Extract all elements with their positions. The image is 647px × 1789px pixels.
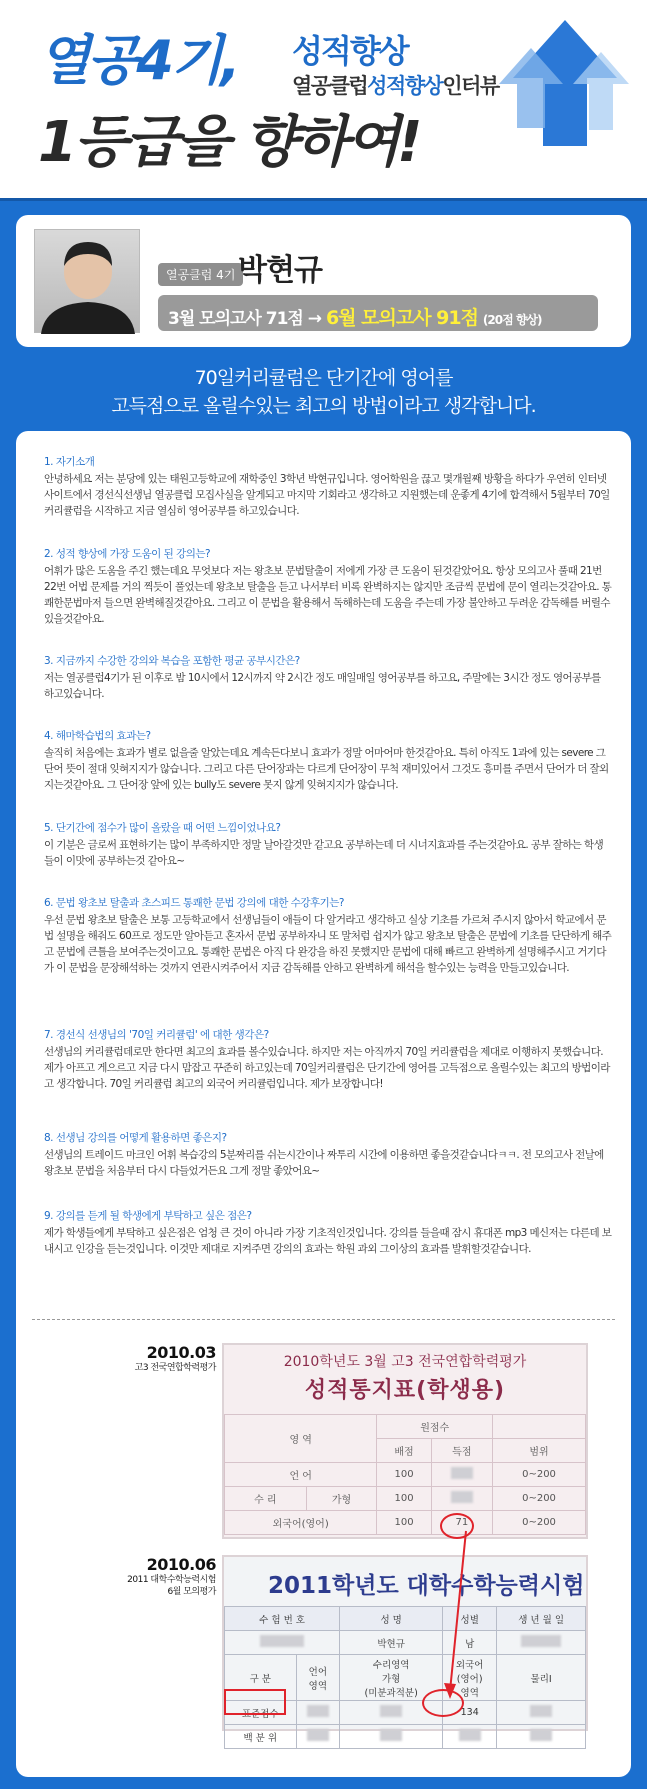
cell-redacted	[497, 1631, 586, 1655]
header-math-sub: 가형 (미분과적분)	[364, 1673, 418, 1699]
cell-full-marks: 100	[377, 1463, 431, 1487]
cell-gender: 남	[443, 1631, 497, 1655]
answer: 어휘가 많은 도움을 주긴 했는데요 무엇보다 저는 왕초보 문법탈출이 저에게 가장 큰 도움이 된것같았어요. 항상 모의고사 풀때 21번22번 어법 문제를 거의 찍듯이 풀었는데 왕초보 탈출을 듣고 나서부터 비록 완벽하지는 않지만 조금씩 문법에 문이 열리는것같아요. 통쾌한문법마저 들으면 완벽해질것같아요. 그리고 이 문법을 활용해서 독해하는데 도움을 주는데 가장 불안하고 두려운 감독해를 버릴수있을것같아요.	[44, 565, 612, 625]
question: 8. 선생님 강의를 어떻게 활용하면 좋은지?	[44, 1132, 227, 1144]
cell-full-marks: 100	[377, 1487, 431, 1511]
arrow-connector-icon	[436, 1531, 496, 1701]
up-arrows-icon	[501, 18, 629, 148]
header-gender: 성별	[443, 1607, 497, 1631]
header-full-marks: 배점	[377, 1439, 431, 1463]
exam-name-june: 2011 대학수학능력시험	[127, 1575, 216, 1585]
quote-line-1: 70일커리큘럼은 단기간에 영어를	[194, 367, 453, 389]
header-math-label: 수리영역	[372, 1659, 410, 1671]
score-to: 6월 모의고사 91점	[325, 307, 478, 329]
report-title-large: 성적통지표(학생용)	[304, 1378, 506, 1403]
cell-redacted	[443, 1725, 497, 1749]
cell-redacted	[296, 1725, 340, 1749]
qa-item	[44, 729, 612, 793]
cell-full-marks: 100	[377, 1511, 431, 1535]
cell-english-score: 71	[431, 1511, 492, 1535]
report-title-june: 2011학년도 대학수학능력시험	[268, 1573, 585, 1599]
divider	[32, 1319, 615, 1320]
subtitle-prefix: 열공클럽	[292, 74, 368, 98]
header-exam-number: 수 험 번 호	[225, 1607, 340, 1631]
answer: 우선 문법 왕초보 탈출은 보통 고등학교에서 선생님들이 애들이 다 알거라고 생각하고 실상 기초를 가르쳐 주시지 않아서 학교에서 문법 설명을 해줘도 60프로 정도만 알아듣고 혼자서 문법 공부하자니 또 말처럼 쉽지가 않고 왕초보 탈출은 문법에 기초를 단단하게 해주고 문법에 큰틀을 보여주는것이고요. 통쾌한 문법은 아직 다 완강을 하진 못했지만 문법에 대해 빠르고 완벽하게 설명해주시고 거기다가 이 문법을 문장해석하는 것까지 연관시켜주어서 지금 감독해를 안하고 완벽하게 해석을 할수있는 능력을 만들고있습니다.	[44, 914, 612, 974]
row-math-type: 가형	[306, 1487, 377, 1511]
question: 4. 해마학습법의 효과는?	[44, 730, 151, 742]
qa-item	[44, 547, 612, 627]
exam-sub-june: 6월 모의평가	[167, 1587, 216, 1597]
cell-redacted	[431, 1463, 492, 1487]
qa-item	[44, 1209, 612, 1257]
question: 5. 단기간에 점수가 많이 올랐을 때 어떤 느낌이었나요?	[44, 822, 281, 834]
header-range: 범위	[493, 1439, 586, 1463]
date-march: 2010.03	[146, 1343, 216, 1362]
answer: 저는 열공클럽4기가 된 이후로 밤 10시에서 12시까지 약 2시간 정도 매일매일 영어공부를 하고요, 주말에는 3시간 정도 영어공부를 하고있습니다.	[44, 672, 601, 700]
interview-card	[16, 431, 631, 1777]
cell-redacted	[225, 1631, 340, 1655]
report-title-small: 2010학년도 3월 고3 전국연합학력평가	[283, 1354, 527, 1370]
main-panel	[0, 198, 647, 1789]
profile-card	[16, 215, 631, 347]
question: 3. 지금까지 수강한 강의와 복습을 포함한 평균 공부시간은?	[44, 655, 300, 667]
header-language: 언어 영역	[296, 1655, 340, 1701]
score-note: (20점 향상)	[482, 313, 542, 327]
arrow-right-icon: →	[307, 309, 322, 329]
title-line-1: 열공4기,	[38, 29, 238, 92]
score-report-june	[222, 1555, 588, 1744]
score-table-march	[224, 1414, 586, 1535]
cell-range: 0~200	[493, 1487, 586, 1511]
cell-redacted	[497, 1701, 586, 1725]
cell-redacted	[497, 1725, 586, 1749]
qa-item	[44, 1131, 612, 1179]
title-line-2: 1등급을 향하여!	[38, 110, 420, 175]
cell-range: 0~200	[493, 1511, 586, 1535]
row-standard-score: 표준점수	[225, 1701, 297, 1725]
qa-item	[44, 455, 612, 519]
header-english: 외국어 (영어) 영역	[443, 1655, 497, 1701]
header-name: 성 명	[340, 1607, 443, 1631]
answer: 선생님의 커리큘럼데로만 한다면 최고의 효과를 볼수있습니다. 하지만 저는 아직까지 70일 커리큘럼을 제대로 이행하지 못했습니다. 제가 아프고 게으르고 지금 다시 맘잡고 꾸준히 하고있는데 70일커리큘럼은 단기간에 영어를 고득점으로 올릴수있는 최고의 방법이라고 생각합니다. 70일 커리큘럼 최고의 외국어 커리큘럼입니다. 제가 보장합니다!	[44, 1046, 610, 1090]
question: 6. 문법 왕초보 탈출과 초스피드 통쾌한 문법 강의에 대한 수강후기는?	[44, 897, 344, 909]
exam-name-march: 고3 전국연합학력평가	[134, 1363, 216, 1373]
header-banner	[0, 0, 647, 198]
answer: 선생님의 트레이드 마크인 어휘 복습강의 5분짜리를 쉬는시간이나 짜투리 시간에 이용하면 좋을것같습니다ㅋㅋ. 전 모의고사 전날에 왕초보 문법을 처음부터 다시 다들었거든요 그게 정말 좋았어요~	[44, 1149, 604, 1177]
cell-name: 박현규	[340, 1631, 443, 1655]
row-percentile: 백 분 위	[225, 1725, 297, 1749]
question: 2. 성적 향상에 가장 도움이 된 강의는?	[44, 548, 211, 560]
subtitle-suffix: 인터뷰	[442, 74, 499, 98]
header-division: 구 분	[225, 1655, 297, 1701]
quote-line-2: 고득점으로 올릴수있는 최고의 방법이라고 생각합니다.	[111, 395, 536, 417]
header-blank	[493, 1415, 586, 1439]
score-improvement-bar	[158, 295, 598, 331]
score-report-march	[222, 1343, 588, 1539]
answer: 솔직히 처음에는 효과가 별로 없을줄 알았는데요 계속든다보니 효과가 정말 어마어마 한것같아요. 특히 아직도 1과에 있는 severe 그단어 뜻이 절대 잊혀지지가 않습니다. 그리고 다른 단어장과는 다르게 단어장이 무척 재미있어서 그것도 흥미를 주면서 단어가 더 잘외 지는것같아요. 그 단어장 앞에 있는 bully도 severe 못지 않게 잊혀지지가 않습니다.	[44, 747, 609, 791]
header-birth: 생 년 월 일	[497, 1607, 586, 1631]
subtitle-interview	[292, 70, 499, 100]
date-label-june	[76, 1555, 216, 1598]
score-table-june	[224, 1606, 586, 1749]
cell-redacted	[340, 1725, 443, 1749]
date-label-march	[76, 1343, 216, 1374]
question: 7. 경선식 선생님의 '70일 커리큘럼' 에 대한 생각은?	[44, 1029, 269, 1041]
answer: 안녕하세요 저는 분당에 있는 태원고등학교에 재학중인 3학년 박현규입니다. 영어학원을 끊고 몇개월째 방황을 하다가 우연히 인터넷사이트에서 경선식선생님 열공클럽 모집사실을 알게되고 마지막 기회라고 생각하고 지원했는데 운좋게 4기에 합격해서 5월부터 70일 커리큘럼을 시작하고 지금 열심히 영어공부를 하고있습니다.	[44, 473, 610, 517]
qa-item	[44, 896, 612, 976]
answer: 이 기분은 글로써 표현하기는 많이 부족하지만 정말 날아갈것만 같고요 공부하는데 더 시너지효과를 주는것같아요. 공부 잘하는 학생들이 이맛에 공부하는것 같아요~	[44, 839, 604, 867]
row-subject-english: 외국어(영어)	[225, 1511, 377, 1535]
student-photo	[34, 229, 140, 333]
cell-english-standard-score: 134	[443, 1701, 497, 1725]
score-from: 3월 모의고사 71점	[168, 309, 303, 329]
header-earned: 득점	[431, 1439, 492, 1463]
question: 1. 자기소개	[44, 456, 95, 468]
header-area: 영 역	[225, 1415, 377, 1463]
person-silhouette-icon	[35, 230, 141, 334]
subtitle-highlight: 성적향상	[367, 74, 443, 98]
student-name: 박현규	[238, 253, 322, 288]
cell-range: 0~200	[493, 1463, 586, 1487]
cell-redacted	[431, 1487, 492, 1511]
qa-item	[44, 821, 612, 869]
row-subject-korean: 언 어	[225, 1463, 377, 1487]
question: 9. 강의를 듣게 될 학생에게 부탁하고 싶은 점은?	[44, 1210, 252, 1222]
club-badge: 열공클럽 4기	[158, 263, 243, 286]
date-june: 2010.06	[146, 1555, 216, 1574]
header-physics: 물리Ⅰ	[497, 1655, 586, 1701]
highlight-box	[224, 1689, 286, 1715]
qa-item	[44, 654, 612, 702]
qa-item	[44, 1028, 612, 1092]
header-raw-score: 원점수	[377, 1415, 493, 1439]
cell-redacted	[296, 1701, 340, 1725]
row-subject-math: 수 리	[225, 1487, 307, 1511]
answer: 제가 학생들에게 부탁하고 싶은점은 엄청 큰 것이 아니라 가장 기초적인것입니다. 강의를 들을때 잠시 휴대폰 mp3 메신저는 다른데 보내시고 인강을 듣는것입니다. 이것만 제대로 지켜주면 강의의 효과는 학원 과외 그이상의 효과를 발휘할것같습니다.	[44, 1227, 612, 1255]
subtitle-score-up: 성적향상	[292, 32, 408, 70]
